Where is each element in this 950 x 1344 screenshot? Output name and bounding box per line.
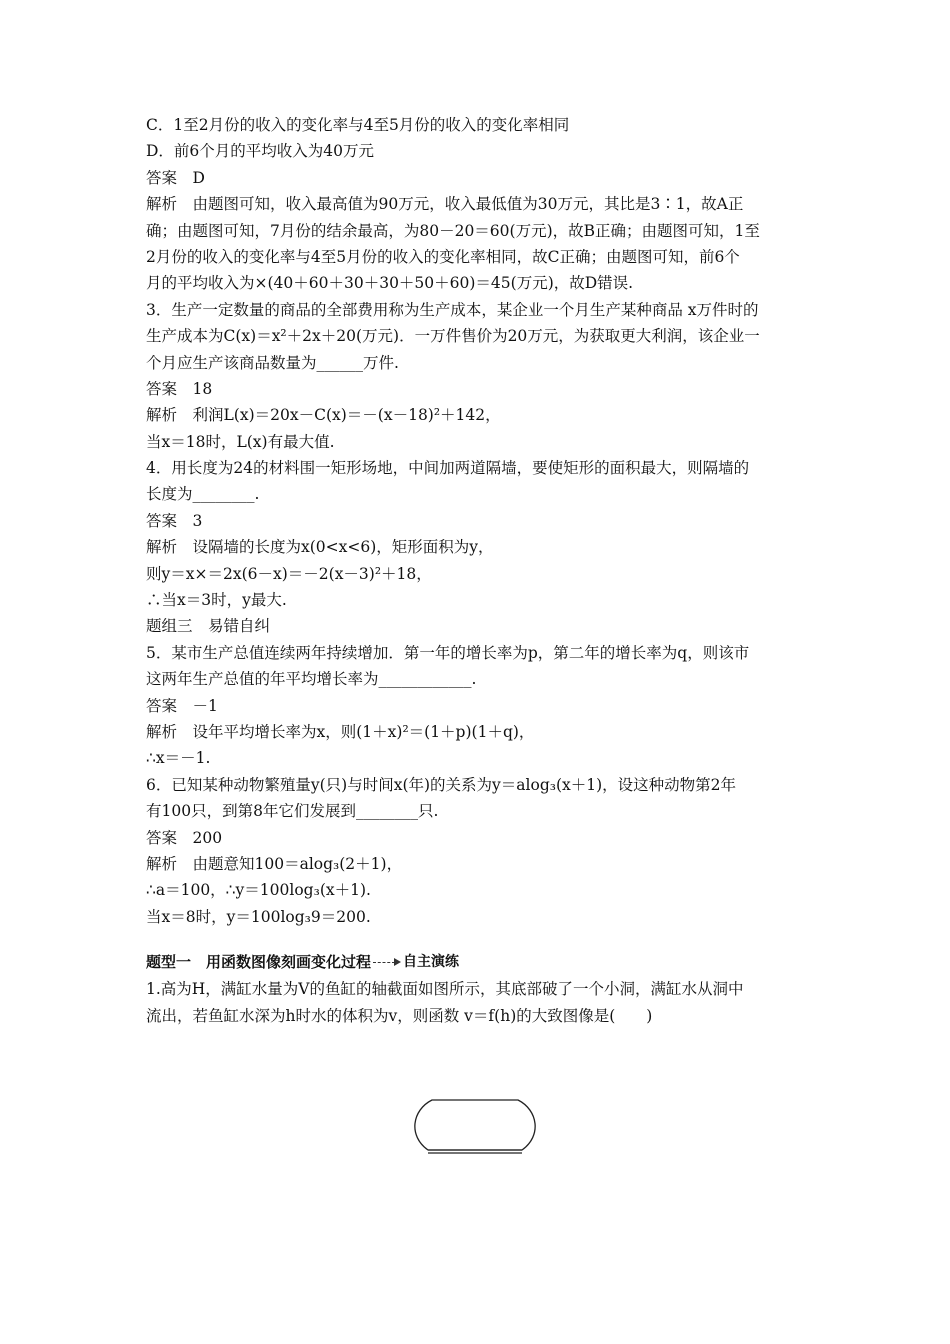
problem-block (146, 976, 808, 1029)
answer-line: 答案 200 (146, 828, 223, 847)
text-line: 当x＝18时，L(x)有最大值. (146, 432, 335, 451)
answer-line: 答案 －1 (146, 696, 218, 715)
problem-line: 1.高为H，满缸水量为V的鱼缸的轴截面如图所示，其底部破了一个小洞，满缸水从洞中 (146, 980, 744, 999)
section-heading (146, 948, 808, 976)
text-line: 2月份的收入的变化率与4至5月份的收入的变化率相同，故C正确；由题图可知，前6个 (146, 247, 740, 266)
arrow-right-icon (373, 957, 401, 967)
text-line: 确；由题图可知，7月份的结余最高，为80－20＝60(万元)，故B正确；由题图可知，1至 (146, 221, 760, 240)
text-line: 当x＝8时，y＝100log₃9＝200. (146, 907, 371, 926)
text-line: 6．已知某种动物繁殖量y(只)与时间x(年)的关系为y＝alog₃(x＋1)，设这种动物第2年 (146, 775, 737, 794)
text-line: 解析 利润L(x)＝20x－C(x)＝－(x－18)²＋142， (146, 406, 501, 425)
document-body (146, 112, 808, 1029)
text-line: 个月应生产该商品数量为______万件. (146, 353, 399, 372)
text-line: C．1至2月份的收入的变化率与4至5月份的收入的变化率相同 (146, 116, 570, 134)
text-line: 3．生产一定数量的商品的全部费用称为生产成本，某企业一个月生产某种商品 x万件时的 (146, 300, 759, 319)
solution-block (146, 112, 808, 930)
text-line: 解析 由题图可知，收入最高值为90万元，收入最低值为30万元，其比是3∶1，故A正 (146, 195, 744, 214)
text-line: ∴x＝－1. (146, 749, 211, 768)
group-title: 题组三 易错自纠 (146, 617, 271, 636)
text-line: 这两年生产总值的年平均增长率为____________. (146, 670, 477, 689)
answer-line: 答案 D (146, 168, 205, 187)
text-line: 长度为________. (146, 485, 260, 504)
text-line: 解析 设隔墙的长度为x(0<x<6)，矩形面积为y， (146, 538, 494, 557)
text-line: 4．用长度为24的材料围一矩形场地，中间加两道隔墙，要使矩形的面积最大，则隔墙的 (146, 459, 750, 478)
text-line: 解析 由题意知100＝alog₃(2＋1)， (146, 854, 403, 873)
text-line: 月的平均收入为×(40＋60＋30＋30＋50＋60)＝45(万元)，故D错误. (146, 274, 634, 293)
section-title: 题型一 用函数图像刻画变化过程 (146, 953, 372, 972)
text-line: 5．某市生产总值连续两年持续增加．第一年的增长率为p，第二年的增长率为q，则该市 (146, 643, 750, 662)
fish-tank-diagram (410, 1096, 540, 1156)
text-line: ∴a＝100，∴y＝100log₃(x＋1). (146, 881, 371, 900)
text-line: 解析 设年平均增长率为x，则(1＋x)²＝(1＋p)(1＋q)， (146, 722, 535, 741)
text-line: 生产成本为C(x)＝x²＋2x＋20(万元)．一万件售价为20万元，为获取更大利润，该企业一 (146, 327, 760, 346)
text-line: ∴当x＝3时，y最大. (146, 591, 287, 610)
text-line: 有100只，到第8年它们发展到________只. (146, 802, 439, 821)
answer-line: 答案 18 (146, 379, 213, 398)
text-line: 则y＝x×＝2x(6－x)＝－2(x－3)²＋18， (146, 564, 432, 583)
section-tag: 自主演练 (403, 954, 460, 971)
text-line: D．前6个月的平均收入为40万元 (146, 142, 375, 161)
answer-line: 答案 3 (146, 511, 203, 530)
problem-line: 流出，若鱼缸水深为h时水的体积为v，则函数 v＝f(h)的大致图像是( ) (146, 1006, 653, 1025)
